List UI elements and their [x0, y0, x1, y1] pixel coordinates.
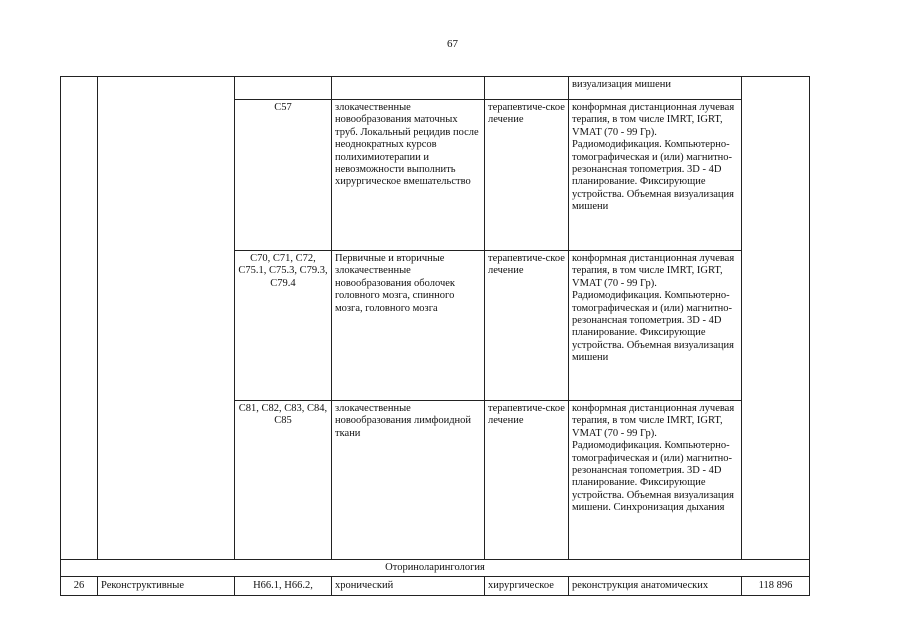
- treatment-method-cell: конформная дистанционная лучевая терапия, в том числе IMRT, IGRT, VMAT (70 - 99 Гр). Радиомодификация. Компьютерно-томографическая и (или) магнитно-резонансная топометрия. 3D - 4D планирование. Фиксирующие устройства. Объемная визуализация мишени. Синхронизация дыхания: [569, 401, 742, 560]
- diagnosis-cell: Первичные и вторичные злокачественные новообразования оболочек головного мозга, спинного мозга, головного мозга: [332, 251, 485, 401]
- row-number-cell: [61, 77, 98, 560]
- treatment-type-cell: терапевтиче-ское лечение: [485, 401, 569, 560]
- row-number-cell: 26: [61, 577, 98, 595]
- treatment-type-cell: хирургическое: [485, 577, 569, 595]
- section-title: Оториноларингология: [61, 560, 810, 577]
- medical-care-table: [60, 76, 810, 596]
- cost-cell: [742, 77, 810, 560]
- treatment-method-cell: конформная дистанционная лучевая терапия, в том числе IMRT, IGRT, VMAT (70 - 99 Гр). Радиомодификация. Компьютерно-томографическая и (или) магнитно-резонансная топометрия. 3D - 4D планирование. Фиксирующие устройства. Объемная визуализация мишени: [569, 251, 742, 401]
- icd-code-cell: C70, C71, C72, C75.1, C75.3, C79.3, C79.4: [235, 251, 332, 401]
- table-row: [61, 577, 810, 595]
- cost-cell: 118 896: [742, 577, 810, 595]
- diagnosis-cell: хронический: [332, 577, 485, 595]
- treatment-type-cell: [485, 77, 569, 100]
- icd-code-cell: H66.1, H66.2,: [235, 577, 332, 595]
- icd-code-cell: C57: [235, 100, 332, 251]
- treatment-type-cell: терапевтиче-ское лечение: [485, 251, 569, 401]
- page-number: 67: [447, 38, 458, 50]
- diagnosis-cell: злокачественные новообразования маточных труб. Локальный рецидив после неоднократных курсов полихимиотерапии и невозможности выполнить хирургическое вмешательство: [332, 100, 485, 251]
- care-type-cell: Реконструктивные: [98, 577, 235, 595]
- diagnosis-cell: злокачественные новообразования лимфоидной ткани: [332, 401, 485, 560]
- care-type-cell: [98, 77, 235, 560]
- icd-code-cell: C81, C82, C83, C84, C85: [235, 401, 332, 560]
- treatment-method-cell: реконструкция анатомических: [569, 577, 742, 595]
- icd-code-cell: [235, 77, 332, 100]
- section-header-row: [61, 560, 810, 577]
- table-row: [61, 77, 810, 100]
- treatment-method-cell: конформная дистанционная лучевая терапия, в том числе IMRT, IGRT, VMAT (70 - 99 Гр). Радиомодификация. Компьютерно-томографическая и (или) магнитно-резонансная топометрия. 3D - 4D планирование. Фиксирующие устройства. Объемная визуализация мишени: [569, 100, 742, 251]
- diagnosis-cell: [332, 77, 485, 100]
- treatment-type-cell: терапевтиче-ское лечение: [485, 100, 569, 251]
- treatment-method-cell: визуализация мишени: [569, 77, 742, 100]
